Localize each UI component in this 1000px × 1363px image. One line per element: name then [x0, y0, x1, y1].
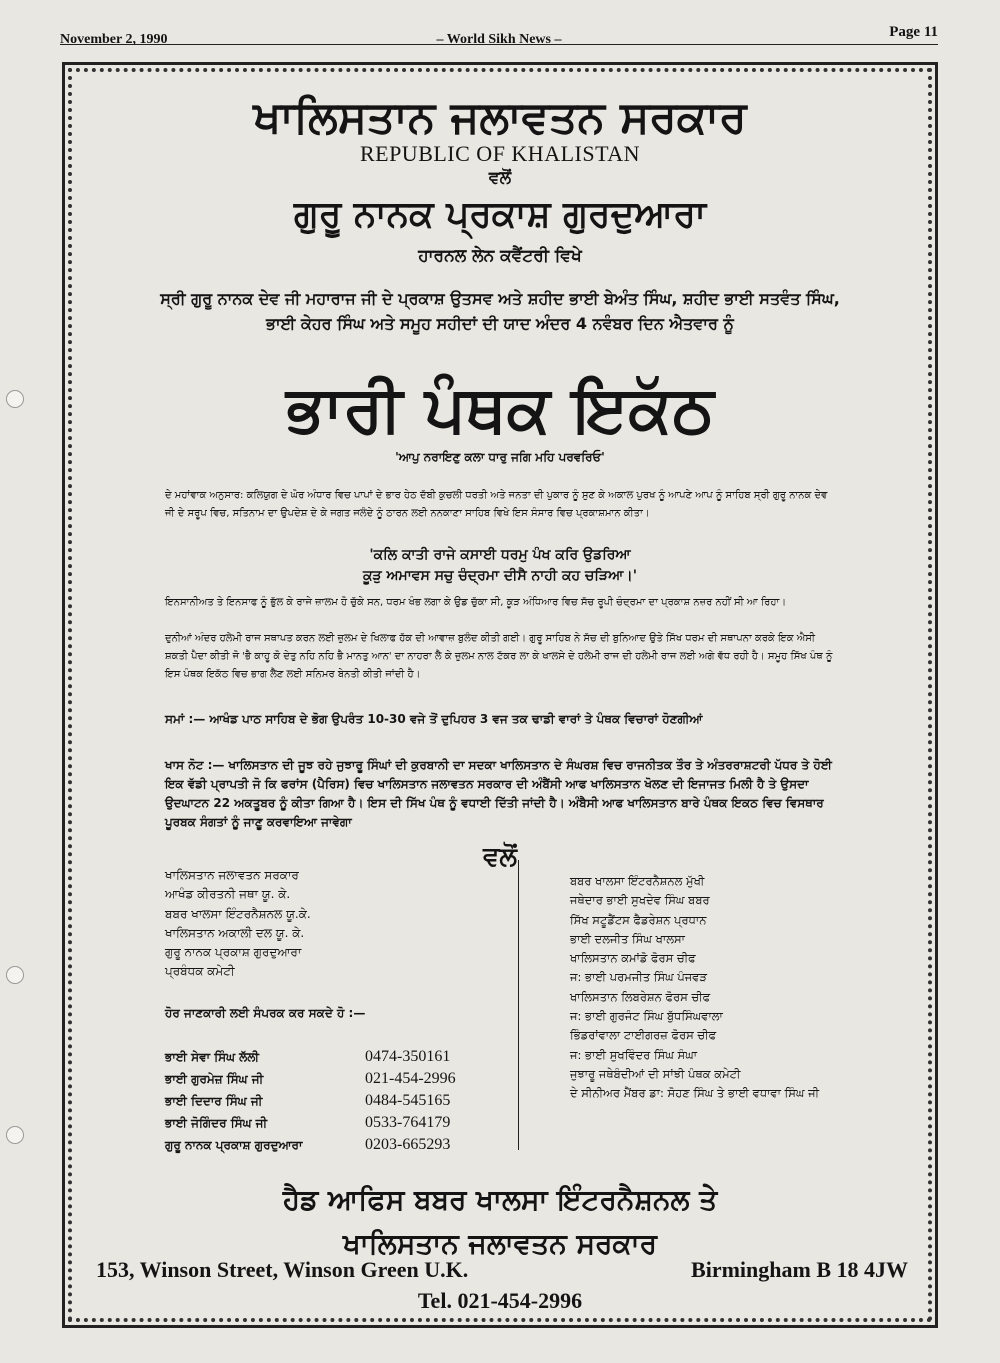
contact-list	[165, 1046, 456, 1156]
body-paragraph-3: ਦੁਨੀਆਂ ਅੰਦਰ ਹਲੇਮੀ ਰਾਜ ਸਥਾਪਤ ਕਰਨ ਲਈ ਜ਼ੁਲਮ ਦੇ ਖਿਲਾਫ ਹੱਕ ਦੀ ਆਵਾਜ਼ ਬੁਲੰਦ ਕੀਤੀ ਗਈ। ਗੁਰੂ ਸਾਹਿਬ ਨੇ ਸੱਚ ਦੀ ਬੁਨਿਆਦ ਉਤੇ ਸਿੱਖ ਧਰਮ ਦੀ ਸਥਾਪਨਾ ਕਰਕੇ ਇਕ ਐਸੀ ਸ਼ਕਤੀ ਪੈਦਾ ਕੀਤੀ ਜੋ 'ਭੈ ਕਾਹੂ ਕੋ ਦੇਤੁ ਨਹਿ ਨਹਿ ਭੈ ਮਾਨਤੁ ਆਨ' ਦਾ ਨਾਹਰਾ ਲੈ ਕੇ ਜ਼ੁਲਮ ਨਾਲ ਟੱਕਰ ਲਾ ਕੇ ਖਾਲਸੇ ਦੇ ਹਲੇਮੀ ਰਾਜ ਦੀ ਹਲੇਮੀ ਰਾਜ ਲਈ ਅਗੇ ਵੱਧ ਰਹੀ ਹੈ। ਸਮੂਹ ਸਿੱਖ ਪੰਥ ਨੂੰ ਇਸ ਪੰਥਕ ਇਕੱਠ ਵਿਚ ਭਾਗ ਲੈਣ ਲਈ ਸਨਿਮਰ ਬੇਨਤੀ ਕੀਤੀ ਜਾਂਦੀ ਹੈ।	[165, 633, 833, 680]
newspaper-name: – World Sikh News –	[436, 32, 562, 47]
org-line: ਖਾਲਿਸਤਾਨ ਜਲਾਵਤਨ ਸਰਕਾਰ	[165, 868, 299, 882]
contact-row	[165, 1134, 456, 1156]
body-paragraph-1: ਦੇ ਮਹਾਂਵਾਕ ਅਨੁਸਾਰ: ਕਲਿਯੁਗ ਦੇ ਘੋਰ ਅੰਧਾਰ ਵਿਚ ਪਾਪਾਂ ਦੇ ਭਾਰ ਹੇਠ ਦੱਬੀ ਕੁਚਲੀ ਧਰਤੀ ਅਤੇ ਜਨਤਾ ਦੀ ਪੁਕਾਰ ਨੂੰ ਸੁਣ ਕੇ ਅਕਾਲ ਪੁਰਖ ਨੂੰ ਆਪਣੇ ਆਪ ਨੂੰ ਸਾਹਿਬ ਸ੍ਰੀ ਗੁਰੂ ਨਾਨਕ ਦੇਵ ਜੀ ਦੇ ਸਰੂਪ ਵਿਚ, ਸਤਿਨਾਮ ਦਾ ਉਪਦੇਸ਼ ਦੇ ਕੇ ਜਗਤ ਜਲੰਦੇ ਨੂੰ ਠਾਰਨ ਲਈ ਨਨਕਾਣਾ ਸਾਹਿਬ ਵਿਖੇ ਇਸ ਸੰਸਾਰ ਵਿਚ ਪ੍ਰਕਾਸ਼ਮਾਨ ਕੀਤਾ।	[165, 490, 828, 519]
contact-phone: 0484-545165	[365, 1092, 451, 1109]
gurdwara-name: ਗੁਰੂ ਨਾਨਕ ਪ੍ਰਕਾਸ਼ ਗੁਰਦੁਆਰਾ	[293, 194, 707, 235]
schedule-note: ਸਮਾਂ :— ਆਖੰਡ ਪਾਠ ਸਾਹਿਬ ਦੇ ਭੋਗ ਉਪਰੰਤ 10-30 ਵਜੇ ਤੋਂ ਦੁਪਿਹਰ 3 ਵਜ ਤਕ ਢਾਡੀ ਵਾਰਾਂ ਤੇ ਪੰਥਕ ਵਿਚਾਰਾਂ ਹੋਣਗੀਆਂ	[165, 712, 703, 726]
contact-name: ਗੁਰੂ ਨਾਨਕ ਪ੍ਰਕਾਸ਼ ਗੁਰਦੁਆਰਾ	[165, 1137, 303, 1152]
binder-hole-icon	[6, 390, 24, 408]
contact-name: ਭਾਈ ਗੁਰਮੇਜ਼ ਸਿੰਘ ਜੀ	[165, 1071, 264, 1086]
org-line: ਬਬਰ ਖਾਲਸਾ ਇੰਟਰਨੈਸ਼ਨਲ ਮੁੱਖੀ	[570, 874, 705, 888]
venue-location: ਹਾਰਨਲ ਲੇਨ ਕਵੈਂਟਰੀ ਵਿਖੇ	[418, 246, 582, 266]
contact-row	[165, 1046, 456, 1068]
org-line: ਜ: ਭਾਈ ਪਰਮਜੀਤ ਸਿੰਘ ਪੰਜਵੜ	[570, 970, 708, 985]
verse-line-1: 'ਕਲਿ ਕਾਤੀ ਰਾਜੇ ਕਸਾਈ ਧਰਮੁ ਪੰਖ ਕਰਿ ਉਡਰਿਆ	[369, 547, 631, 563]
org-line: ਸਿੱਖ ਸਟੂਡੈਂਟਸ ਫੈਡਰੇਸ਼ਨ ਪ੍ਰਧਾਨ	[570, 912, 707, 927]
ad-title: ਖਾਲਿਸਤਾਨ ਜਲਾਵਤਨ ਸਰਕਾਰ	[253, 92, 747, 143]
head-office-line-2: ਖਾਲਿਸਤਾਨ ਜਲਾਵਤਨ ਸਰਕਾਰ	[343, 1227, 657, 1260]
column-divider	[518, 860, 519, 1150]
contact-name: ਭਾਈ ਦਿਦਾਰ ਸਿੰਘ ਜੀ	[165, 1093, 263, 1108]
org-line: ਖਾਲਿਸਤਾਨ ਕਮਾਂਡੋ ਫੋਰਸ ਚੀਫ	[570, 951, 696, 966]
head-office	[110, 1178, 890, 1266]
org-line: ਭਿੰਡਰਾਂਵਾਲਾ ਟਾਈਗਰਜ਼ ਫੋਰਸ ਚੀਫ	[570, 1028, 717, 1043]
special-note: ਖਾਸ ਨੋਟ :— ਖਾਲਿਸਤਾਨ ਦੀ ਜੂਝ ਰਹੇ ਜੁਝਾਰੂ ਸਿੰਘਾਂ ਦੀ ਕੁਰਬਾਨੀ ਦਾ ਸਦਕਾ ਖਾਲਿਸਤਾਨ ਦੇ ਸੰਘਰਸ਼ ਵਿਚ ਰਾਜਨੀਤਕ ਤੌਰ ਤੇ ਅੰਤਰਰਾਸ਼ਟਰੀ ਪੱਧਰ ਤੇ ਹੋਈ ਇਕ ਵੱਡੀ ਪ੍ਰਾਪਤੀ ਜੋ ਕਿ ਫਰਾਂਸ (ਪੈਰਿਸ) ਵਿਚ ਖਾਲਿਸਤਾਨ ਜਲਾਵਤਨ ਸਰਕਾਰ ਦੀ ਅੰਬੈਂਸੀ ਆਫ ਖਾਲਿਸਤਾਨ ਖੋਲਣ ਦੀ ਇਜਾਜਤ ਮਿਲੀ ਹੈ ਤੇ ਉਸਦਾ ਉਦਘਾਟਨ 22 ਅਕਤੂਬਰ ਨੂੰ ਕੀਤਾ ਗਿਆ ਹੈ। ਇਸ ਦੀ ਸਿੱਖ ਪੰਥ ਨੂੰ ਵਧਾਈ ਦਿੱਤੀ ਜਾਂਦੀ ਹੈ। ਅੰਬੈਸੀ ਆਫ ਖਾਲਿਸਤਾਨ ਬਾਰੇ ਪੰਥਕ ਇਕਠ ਵਿਚ ਵਿਸਥਾਰ ਪੂਰਬਕ ਸੰਗਤਾਂ ਨੂੰ ਜਾਣੂ ਕਰਵਾਇਆ ਜਾਵੇਗਾ	[165, 758, 832, 829]
street-address: 153, Winson Street, Winson Green U.K.	[96, 1257, 469, 1282]
header-rule	[60, 44, 938, 45]
binder-hole-icon	[6, 966, 24, 984]
event-intro: ਸ੍ਰੀ ਗੁਰੂ ਨਾਨਕ ਦੇਵ ਜੀ ਮਹਾਰਾਜ ਜੀ ਦੇ ਪ੍ਰਕਾਸ਼ ਉਤਸਵ ਅਤੇ ਸ਼ਹੀਦ ਭਾਈ ਬੇਅੰਤ ਸਿੰਘ, ਸ਼ਹੀਦ ਭਾਈ ਸਤਵੰਤ ਸਿੰਘ, ਭਾਈ ਕੇਹਰ ਸਿੰਘ ਅਤੇ ਸਮੂਹ ਸਹੀਦਾਂ ਦੀ ਯਾਦ ਅੰਦਰ 4 ਨਵੰਬਰ ਦਿਨ ਐਤਵਾਰ ਨੂੰ	[160, 289, 840, 333]
org-line: ਪ੍ਰਬੰਧਕ ਕਮੇਟੀ	[165, 964, 235, 979]
city-postcode: Birmingham B 18 4JW	[691, 1257, 908, 1282]
contact-heading: ਹੋਰ ਜਾਣਕਾਰੀ ਲਈ ਸੰਪਰਕ ਕਰ ਸਕਦੇ ਹੋ :—	[165, 1006, 366, 1020]
contact-phone: 0533-764179	[365, 1114, 451, 1131]
org-line: ਆਖੰਡ ਕੀਰਤਨੀ ਜਥਾ ਯੂ. ਕੇ.	[165, 887, 291, 902]
right-organisations	[570, 872, 930, 1104]
motto-quote: 'ਆਪੁ ਨਰਾਇਣੁ ਕਲਾ ਧਾਰੁ ਜਗਿ ਮਹਿ ਪਰਵਰਿਓ'	[395, 450, 605, 464]
contact-phone: 0474-350161	[365, 1048, 451, 1065]
ad-subtitle-english: REPUBLIC OF KHALISTAN	[359, 141, 641, 166]
org-line: ਜ: ਭਾਈ ਗੁਰਜੰਟ ਸਿੰਘ ਬੁੱਧਸਿੰਘਵਾਲਾ	[570, 1009, 723, 1024]
event-headline: ਭਾਰੀ ਪੰਥਕ ਇਕੱਠ	[286, 373, 714, 447]
contact-phone: 021-454-2996	[365, 1070, 456, 1087]
contact-name: ਭਾਈ ਸੇਵਾ ਸਿੰਘ ਲੱਲੀ	[165, 1049, 260, 1064]
by-label: ਵਲੋਂ	[488, 168, 512, 188]
org-line: ਗੁਰੂ ਨਾਨਕ ਪ੍ਰਕਾਸ਼ ਗੁਰਦੁਆਰਾ	[165, 945, 302, 960]
contact-name: ਭਾਈ ਜੋਗਿੰਦਰ ਸਿੰਘ ਜੀ	[165, 1115, 268, 1130]
page-number: Page 11	[889, 24, 938, 40]
body-paragraph-2: ਇਨਸਾਨੀਅਤ ਤੇ ਇਨਸਾਫ ਨੂੰ ਭੁੱਲ ਕੇ ਰਾਜੇ ਜ਼ਾਲਮ ਹੋ ਚੁੱਕੇ ਸਨ, ਧਰਮ ਖੰਭ ਲਗਾ ਕੇ ਉਡ ਚੁੱਕਾ ਸੀ, ਕੂੜ ਅੰਧਿਆਰ ਵਿਚ ਸੱਚ ਰੂਪੀ ਚੰਦ੍ਰਮਾ ਦਾ ਪ੍ਰਕਾਸ਼ ਨਜ਼ਰ ਨਹੀਂ ਸੀ ਆ ਰਿਹਾ।	[165, 597, 787, 608]
telephone: Tel. 021-454-2996	[417, 1288, 583, 1313]
verse-line-2: ਕੂੜੁ ਅਮਾਵਸ ਸਚੁ ਚੰਦ੍ਰਮਾ ਦੀਸੈ ਨਾਹੀ ਕਹ ਚੜਿਆ।'	[362, 568, 638, 584]
page-header	[60, 22, 938, 46]
org-line: ਦੇ ਸੀਨੀਅਰ ਮੈਂਬਰ ਡਾ: ਸੋਹਣ ਸਿੰਘ ਤੇ ਭਾਈ ਵਧਾਵਾ ਸਿੰਘ ਜੀ	[570, 1086, 820, 1101]
org-line: ਜ: ਭਾਈ ਸੁਖਵਿੰਦਰ ਸਿੰਘ ਸੰਘਾ	[570, 1047, 698, 1062]
by-label-2: ਵਲੋਂ	[483, 842, 517, 872]
left-organisations	[165, 866, 495, 982]
contact-phone: 0203-665293	[365, 1136, 451, 1153]
org-line: ਬਬਰ ਖਾਲਸਾ ਇੰਟਰਨੈਸ਼ਨਲ ਯੂ.ਕੇ.	[165, 906, 311, 921]
org-line: ਜਥੇਦਾਰ ਭਾਈ ਸੁਖਦੇਵ ਸਿੰਘ ਬਬਰ	[570, 893, 710, 908]
contact-row	[165, 1112, 456, 1134]
contact-row	[165, 1068, 456, 1090]
issue-date: November 2, 1990	[60, 32, 168, 47]
org-line: ਜੁਝਾਰੂ ਜਥੇਬੰਦੀਆਂ ਦੀ ਸਾਂਝੀ ਪੰਥਕ ਕਮੇਟੀ	[570, 1066, 741, 1081]
org-line: ਭਾਈ ਦਲਜੀਤ ਸਿੰਘ ਖਾਲਸਾ	[570, 931, 685, 946]
org-line: ਖਾਲਿਸਤਾਨ ਅਕਾਲੀ ਦਲ ਯੂ. ਕੇ.	[165, 925, 305, 940]
contact-row	[165, 1090, 456, 1112]
binder-hole-icon	[6, 1126, 24, 1144]
org-line: ਖਾਲਿਸਤਾਨ ਲਿਬਰੇਸ਼ਨ ਫੋਰਸ ਚੀਫ	[570, 989, 711, 1004]
head-office-line-1: ਹੈਡ ਆਫਿਸ ਬਬਰ ਖਾਲਸਾ ਇੰਟਰਨੈਸ਼ਨਲ ਤੇ	[282, 1183, 718, 1216]
